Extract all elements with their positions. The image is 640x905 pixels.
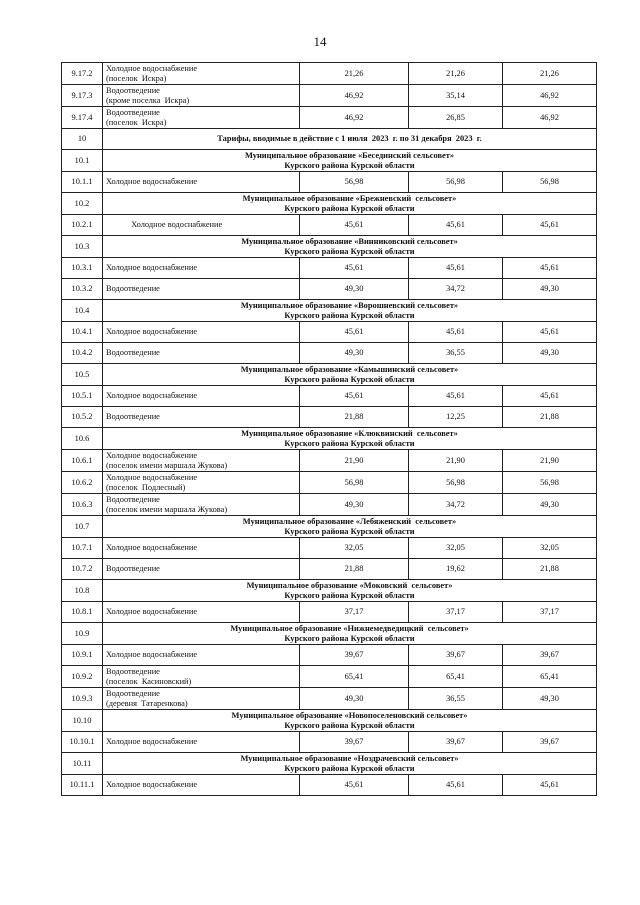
group-header-row [62, 516, 597, 538]
row-number: 10.7.1 [62, 538, 103, 559]
service-name-line: (поселок Касиновский) [106, 676, 192, 686]
municipality-title [103, 580, 597, 602]
title-line: Муниципальное образование «Ноздрачевский сельсовет» [240, 754, 459, 764]
tariff-value-3: 49,30 [503, 343, 597, 364]
tariff-value-2: 36,55 [409, 343, 503, 364]
tariff-value-1: 49,30 [300, 494, 409, 516]
tariff-value-2: 12,25 [409, 407, 503, 428]
tariff-value-3: 45,61 [503, 322, 597, 343]
table-row [62, 732, 597, 753]
table-row [62, 85, 597, 107]
service-name [103, 63, 300, 85]
row-number: 10.10.1 [62, 732, 103, 753]
title-line: Муниципальное образование «Винниковский сельсовет» [241, 237, 458, 247]
title-line: Муниципальное образование «Лебяженский сельсовет» [242, 517, 457, 527]
municipality-title [103, 364, 597, 386]
service-name-line: Холодное водоснабжение [106, 391, 198, 401]
tariff-value-2: 45,61 [409, 775, 503, 796]
service-name-line: Водоотведение [106, 495, 160, 505]
table-row [62, 63, 597, 85]
tariff-value-2: 45,61 [409, 215, 503, 236]
service-name-line: Холодное водоснабжение [106, 780, 198, 790]
tariff-value-3: 37,17 [503, 602, 597, 623]
row-number: 9.17.4 [62, 107, 103, 129]
row-number: 10.5.1 [62, 386, 103, 407]
row-number: 10.2.1 [62, 215, 103, 236]
title-line: Курского района Курской области [284, 763, 415, 773]
service-name-line: (поселок Искра) [106, 117, 167, 127]
tariff-value-1: 45,61 [300, 258, 409, 279]
service-name-line: Водоотведение [106, 667, 160, 677]
table-row [62, 775, 597, 796]
tariff-value-3: 45,61 [503, 215, 597, 236]
tariff-value-3: 45,61 [503, 775, 597, 796]
title-line: Муниципальное образование «Новопоселеновский сельсовет» [231, 711, 468, 721]
service-name-line: Холодное водоснабжение [106, 650, 198, 660]
tariff-value-1: 46,92 [300, 107, 409, 129]
group-header-row [62, 364, 597, 386]
row-number: 10.6.1 [62, 450, 103, 472]
service-name-line: Холодное водоснабжение [106, 177, 198, 187]
tariff-value-3: 21,26 [503, 63, 597, 85]
service-name-line: (поселок Искра) [106, 73, 167, 83]
tariff-value-2: 21,90 [409, 450, 503, 472]
tariff-value-2: 35,14 [409, 85, 503, 107]
service-name-line: (кроме поселка Искра) [106, 95, 190, 105]
tariff-value-3: 49,30 [503, 494, 597, 516]
tariff-value-2: 36,55 [409, 688, 503, 710]
title-line: Муниципальное образование «Камышинский сельсовет» [240, 365, 459, 375]
section-row [62, 129, 597, 150]
row-number: 9.17.2 [62, 63, 103, 85]
municipality-title [103, 428, 597, 450]
row-number: 10.8.1 [62, 602, 103, 623]
title-line: Муниципальное образование «Ворошневский сельсовет» [240, 301, 459, 311]
municipality-title [103, 753, 597, 775]
municipality-title [103, 236, 597, 258]
service-name-line: Холодное водоснабжение [106, 327, 198, 337]
row-number: 10.9.2 [62, 666, 103, 688]
service-name-line: Холодное водоснабжение [106, 263, 198, 273]
table-row [62, 343, 597, 364]
row-number: 10.3 [62, 236, 103, 258]
row-number: 10.6.3 [62, 494, 103, 516]
tariff-value-3: 65,41 [503, 666, 597, 688]
service-name-line: (поселок имени маршала Жукова) [106, 504, 228, 514]
service-name-line: Водоотведение [106, 108, 160, 118]
row-number: 10 [62, 129, 103, 150]
tariff-value-2: 65,41 [409, 666, 503, 688]
row-number: 10.11 [62, 753, 103, 775]
service-name [103, 732, 300, 753]
service-name [103, 172, 300, 193]
table-row [62, 450, 597, 472]
tariff-value-1: 21,88 [300, 559, 409, 580]
service-name [103, 85, 300, 107]
tariff-value-2: 34,72 [409, 494, 503, 516]
table-row [62, 258, 597, 279]
tariff-value-2: 45,61 [409, 386, 503, 407]
service-name-line: Водоотведение [106, 86, 160, 96]
title-line: Курского района Курской области [284, 310, 415, 320]
title-line: Курского района Курской области [284, 374, 415, 384]
tariff-value-1: 56,98 [300, 172, 409, 193]
table-row [62, 172, 597, 193]
tariff-table-body [62, 63, 597, 796]
tariff-value-1: 45,61 [300, 775, 409, 796]
municipality-title [103, 193, 597, 215]
tariff-value-1: 45,61 [300, 322, 409, 343]
group-header-row [62, 753, 597, 775]
tariff-value-1: 21,88 [300, 407, 409, 428]
tariff-value-3: 49,30 [503, 688, 597, 710]
table-row [62, 107, 597, 129]
row-number: 10.4 [62, 300, 103, 322]
tariff-value-1: 21,26 [300, 63, 409, 85]
title-line: Муниципальное образование «Бесединский сельсовет» [244, 151, 455, 161]
tariff-table [61, 62, 597, 796]
tariff-value-3: 21,88 [503, 407, 597, 428]
tariff-value-3: 46,92 [503, 85, 597, 107]
row-number: 10.4.1 [62, 322, 103, 343]
tariff-value-3: 45,61 [503, 386, 597, 407]
service-name [103, 688, 300, 710]
row-number: 10.11.1 [62, 775, 103, 796]
row-number: 10.7 [62, 516, 103, 538]
service-name-line: Водоотведение [106, 689, 160, 699]
table-row [62, 494, 597, 516]
tariff-value-2: 37,17 [409, 602, 503, 623]
group-header-row [62, 580, 597, 602]
title-line: Курского района Курской области [284, 633, 415, 643]
row-number: 10.8 [62, 580, 103, 602]
service-name [103, 559, 300, 580]
row-number: 10.7.2 [62, 559, 103, 580]
group-header-row [62, 300, 597, 322]
table-row [62, 602, 597, 623]
service-name-line: Холодное водоснабжение [106, 607, 198, 617]
tariff-value-3: 56,98 [503, 172, 597, 193]
service-name-line: Водоотведение [106, 564, 160, 574]
service-name [103, 107, 300, 129]
tariff-value-2: 34,72 [409, 279, 503, 300]
tariff-value-2: 56,98 [409, 172, 503, 193]
municipality-title [103, 516, 597, 538]
service-name-line: Водоотведение [106, 348, 160, 358]
row-number: 10.1 [62, 150, 103, 172]
municipality-title [103, 300, 597, 322]
row-number: 10.5 [62, 364, 103, 386]
service-name [103, 343, 300, 364]
tariff-value-1: 46,92 [300, 85, 409, 107]
service-name [103, 450, 300, 472]
tariff-value-3: 46,92 [503, 107, 597, 129]
tariff-value-3: 21,90 [503, 450, 597, 472]
service-name [103, 538, 300, 559]
table-row [62, 645, 597, 666]
row-number: 10.6.2 [62, 472, 103, 494]
service-name [103, 386, 300, 407]
tariff-value-3: 56,98 [503, 472, 597, 494]
group-header-row [62, 236, 597, 258]
table-row [62, 538, 597, 559]
tariff-value-2: 39,67 [409, 645, 503, 666]
service-name-line: (поселок имени маршала Жукова) [106, 460, 228, 470]
service-name [103, 472, 300, 494]
row-number: 10.9 [62, 623, 103, 645]
title-line: Курского района Курской области [284, 720, 415, 730]
service-name-line: (поселок Подлесный) [106, 482, 186, 492]
title-line: Курского района Курской области [284, 203, 415, 213]
title-line: Муниципальное образование «Моковский сельсовет» [246, 581, 453, 591]
row-number: 10.5.2 [62, 407, 103, 428]
row-number: 10.3.1 [62, 258, 103, 279]
row-number: 10.2 [62, 193, 103, 215]
tariff-value-2: 21,26 [409, 63, 503, 85]
row-number: 10.1.1 [62, 172, 103, 193]
tariff-value-2: 56,98 [409, 472, 503, 494]
tariff-value-2: 32,05 [409, 538, 503, 559]
tariff-value-1: 49,30 [300, 279, 409, 300]
title-line: Тарифы, вводимые в действие с 1 июля 2023 г. по 31 декабря 2023 г. [217, 134, 482, 144]
section-title [103, 129, 597, 150]
municipality-title [103, 710, 597, 732]
tariff-value-3: 49,30 [503, 279, 597, 300]
tariff-value-1: 49,30 [300, 343, 409, 364]
tariff-value-2: 19,62 [409, 559, 503, 580]
service-name-line: Водоотведение [106, 284, 160, 294]
tariff-value-1: 65,41 [300, 666, 409, 688]
tariff-value-1: 37,17 [300, 602, 409, 623]
tariff-value-2: 45,61 [409, 258, 503, 279]
tariff-value-1: 56,98 [300, 472, 409, 494]
service-name-line: Водоотведение [106, 412, 160, 422]
tariff-value-3: 21,88 [503, 559, 597, 580]
tariff-value-1: 32,05 [300, 538, 409, 559]
title-line: Курского района Курской области [284, 590, 415, 600]
group-header-row [62, 193, 597, 215]
table-row [62, 688, 597, 710]
title-line: Курского района Курской области [284, 160, 415, 170]
title-line: Муниципальное образование «Нижнемедведицкий сельсовет» [230, 624, 469, 634]
title-line: Курского района Курской области [284, 526, 415, 536]
tariff-value-3: 45,61 [503, 258, 597, 279]
table-row [62, 279, 597, 300]
tariff-value-1: 39,67 [300, 732, 409, 753]
service-name [103, 279, 300, 300]
service-name [103, 258, 300, 279]
tariff-value-1: 49,30 [300, 688, 409, 710]
service-name-line: Холодное водоснабжение [106, 473, 198, 483]
service-name [103, 407, 300, 428]
service-name-line: Холодное водоснабжение [106, 451, 198, 461]
service-name [103, 645, 300, 666]
service-name [103, 775, 300, 796]
row-number: 10.4.2 [62, 343, 103, 364]
service-name [103, 666, 300, 688]
municipality-title [103, 623, 597, 645]
service-name [103, 602, 300, 623]
group-header-row [62, 428, 597, 450]
service-name-line: (деревня Татаренкова) [106, 698, 188, 708]
tariff-value-2: 45,61 [409, 322, 503, 343]
service-name-line: Холодное водоснабжение [106, 220, 223, 230]
tariff-value-3: 39,67 [503, 645, 597, 666]
row-number: 10.3.2 [62, 279, 103, 300]
table-row [62, 386, 597, 407]
service-name [103, 215, 300, 236]
page-number: 14 [313, 34, 327, 49]
tariff-value-1: 45,61 [300, 386, 409, 407]
row-number: 10.10 [62, 710, 103, 732]
table-row [62, 407, 597, 428]
service-name [103, 322, 300, 343]
table-row [62, 559, 597, 580]
tariff-value-3: 32,05 [503, 538, 597, 559]
service-name-line: Холодное водоснабжение [106, 543, 198, 553]
service-name-line: Холодное водоснабжение [106, 64, 198, 74]
row-number: 9.17.3 [62, 85, 103, 107]
table-row [62, 472, 597, 494]
table-row [62, 666, 597, 688]
table-row [62, 215, 597, 236]
tariff-value-2: 39,67 [409, 732, 503, 753]
title-line: Курского района Курской области [284, 246, 415, 256]
table-row [62, 322, 597, 343]
municipality-title [103, 150, 597, 172]
tariff-value-1: 39,67 [300, 645, 409, 666]
row-number: 10.6 [62, 428, 103, 450]
service-name [103, 494, 300, 516]
title-line: Муниципальное образование «Клюквинский сельсовет» [241, 429, 458, 439]
group-header-row [62, 150, 597, 172]
tariff-value-1: 45,61 [300, 215, 409, 236]
group-header-row [62, 710, 597, 732]
title-line: Курского района Курской области [284, 438, 415, 448]
service-name-line: Холодное водоснабжение [106, 737, 198, 747]
tariff-value-2: 26,85 [409, 107, 503, 129]
tariff-value-1: 21,90 [300, 450, 409, 472]
title-line: Муниципальное образование «Брежневский сельсовет» [242, 194, 457, 204]
row-number: 10.9.3 [62, 688, 103, 710]
group-header-row [62, 623, 597, 645]
row-number: 10.9.1 [62, 645, 103, 666]
tariff-value-3: 39,67 [503, 732, 597, 753]
